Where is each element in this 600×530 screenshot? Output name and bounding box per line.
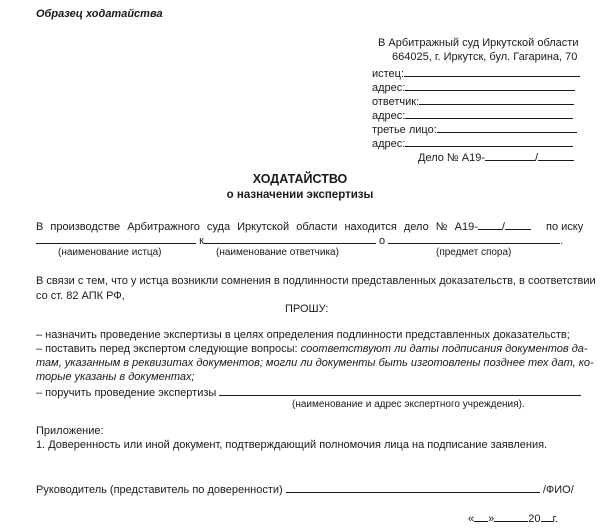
case-number-field [418, 150, 574, 165]
item-3-text: – поручить проведение экспертизы [36, 387, 217, 399]
plaintiff-address-label: адрес: [372, 82, 406, 94]
defendant-address-line [405, 108, 573, 119]
third-party-address-label: адрес: [372, 138, 406, 150]
item-3 [36, 385, 581, 400]
appendix-item-1: 1. Доверенность или иной документ, подтверждающий полномочия лица на подписание заявления. [36, 439, 548, 451]
defendant-caption: (наименование ответчика) [216, 247, 339, 258]
defendant-line [419, 94, 574, 105]
case-prefix: Дело № А19- [418, 152, 486, 164]
plaintiff-line [404, 66, 580, 77]
year-prefix: 20 [528, 513, 541, 525]
date-close-quote: » [488, 513, 495, 525]
document-title: ХОДАТАЙСТВО [252, 172, 348, 186]
case-slash: / [535, 152, 539, 164]
item-2-line-1 [36, 343, 588, 356]
sample-title: Образец ходатайства [36, 8, 163, 20]
item-2-line-2: там, указанным в реквизитах документов; могли ли документы быть изготовлены позднее тех дат, ко- [36, 357, 594, 369]
court-address: 664025, г. Иркутск, бул. Гагарина, 70 [392, 51, 578, 63]
item-1: – назначить проведение экспертизы в целях определения подлинности представленных доказательств; [36, 329, 570, 341]
case-number-line-2 [538, 150, 574, 161]
intro-slash: / [501, 221, 505, 233]
item-2-prefix: – поставить перед экспертом следующие вопросы: [36, 343, 301, 355]
item-2-question-1: соответствуют ли даты подписания документов да- [300, 343, 588, 355]
defendant-address-field [372, 108, 573, 123]
year-line [541, 511, 553, 522]
third-party-label: третье лицо: [372, 124, 437, 136]
court-name: В Арбитражный суд Иркутской области [378, 37, 579, 49]
expert-institution-line [219, 385, 581, 396]
plaintiff-address-field [372, 80, 575, 95]
request-word: ПРОШУ: [285, 303, 329, 315]
third-party-line [437, 122, 577, 133]
month-line [494, 511, 528, 522]
plaintiff-label: истец: [372, 68, 405, 80]
intro-line-1 [36, 219, 583, 234]
year-suffix: г. [552, 513, 559, 525]
intro-text: В производстве Арбитражного суда Иркутской области находится дело № А19- [36, 221, 478, 233]
third-party-address-field [372, 136, 573, 151]
plaintiff-address-line [405, 80, 575, 91]
third-party-field [372, 122, 577, 137]
subject-line [388, 233, 560, 244]
intro-case-line-1 [478, 219, 502, 230]
item-3-caption: (наименование и адрес экспертного учреждения). [292, 399, 525, 410]
third-party-address-line [405, 136, 573, 147]
intro-suit-word: по иску [545, 221, 584, 233]
defendant-address-label: адрес: [372, 110, 406, 122]
defendant-name-line [204, 233, 376, 244]
intro-o-word: о [378, 235, 386, 247]
plaintiff-field [372, 66, 580, 81]
case-number-line-1 [485, 150, 535, 161]
document-subtitle: о назначении экспертизы [226, 189, 374, 201]
intro-line-2 [36, 233, 563, 248]
reason-line-2: со ст. 82 АПК РФ, [36, 290, 125, 302]
defendant-field [372, 94, 574, 109]
reason-line-1: В связи с тем, что у истца возникли сомнения в подлинности представленных доказательств, в соответствии [36, 275, 596, 287]
intro-k-word: к [199, 235, 204, 247]
signature-line [286, 482, 540, 493]
subject-caption: (предмет спора) [436, 247, 512, 258]
intro-dot: . [560, 235, 564, 247]
signature-fio: /ФИО/ [542, 484, 574, 496]
day-line [474, 511, 488, 522]
appendix-label: Приложение: [36, 425, 104, 437]
plaintiff-caption: (наименование истца) [58, 247, 162, 258]
signature-row [36, 482, 574, 497]
signature-label: Руководитель (представитель по доверенности) [36, 484, 283, 496]
plaintiff-name-line [36, 233, 196, 244]
date-open-quote: « [468, 513, 475, 525]
defendant-label: ответчик: [372, 96, 420, 108]
date-row [468, 511, 558, 526]
intro-case-line-2 [505, 219, 531, 230]
item-2-line-3: торые указаны в документах; [36, 371, 195, 383]
